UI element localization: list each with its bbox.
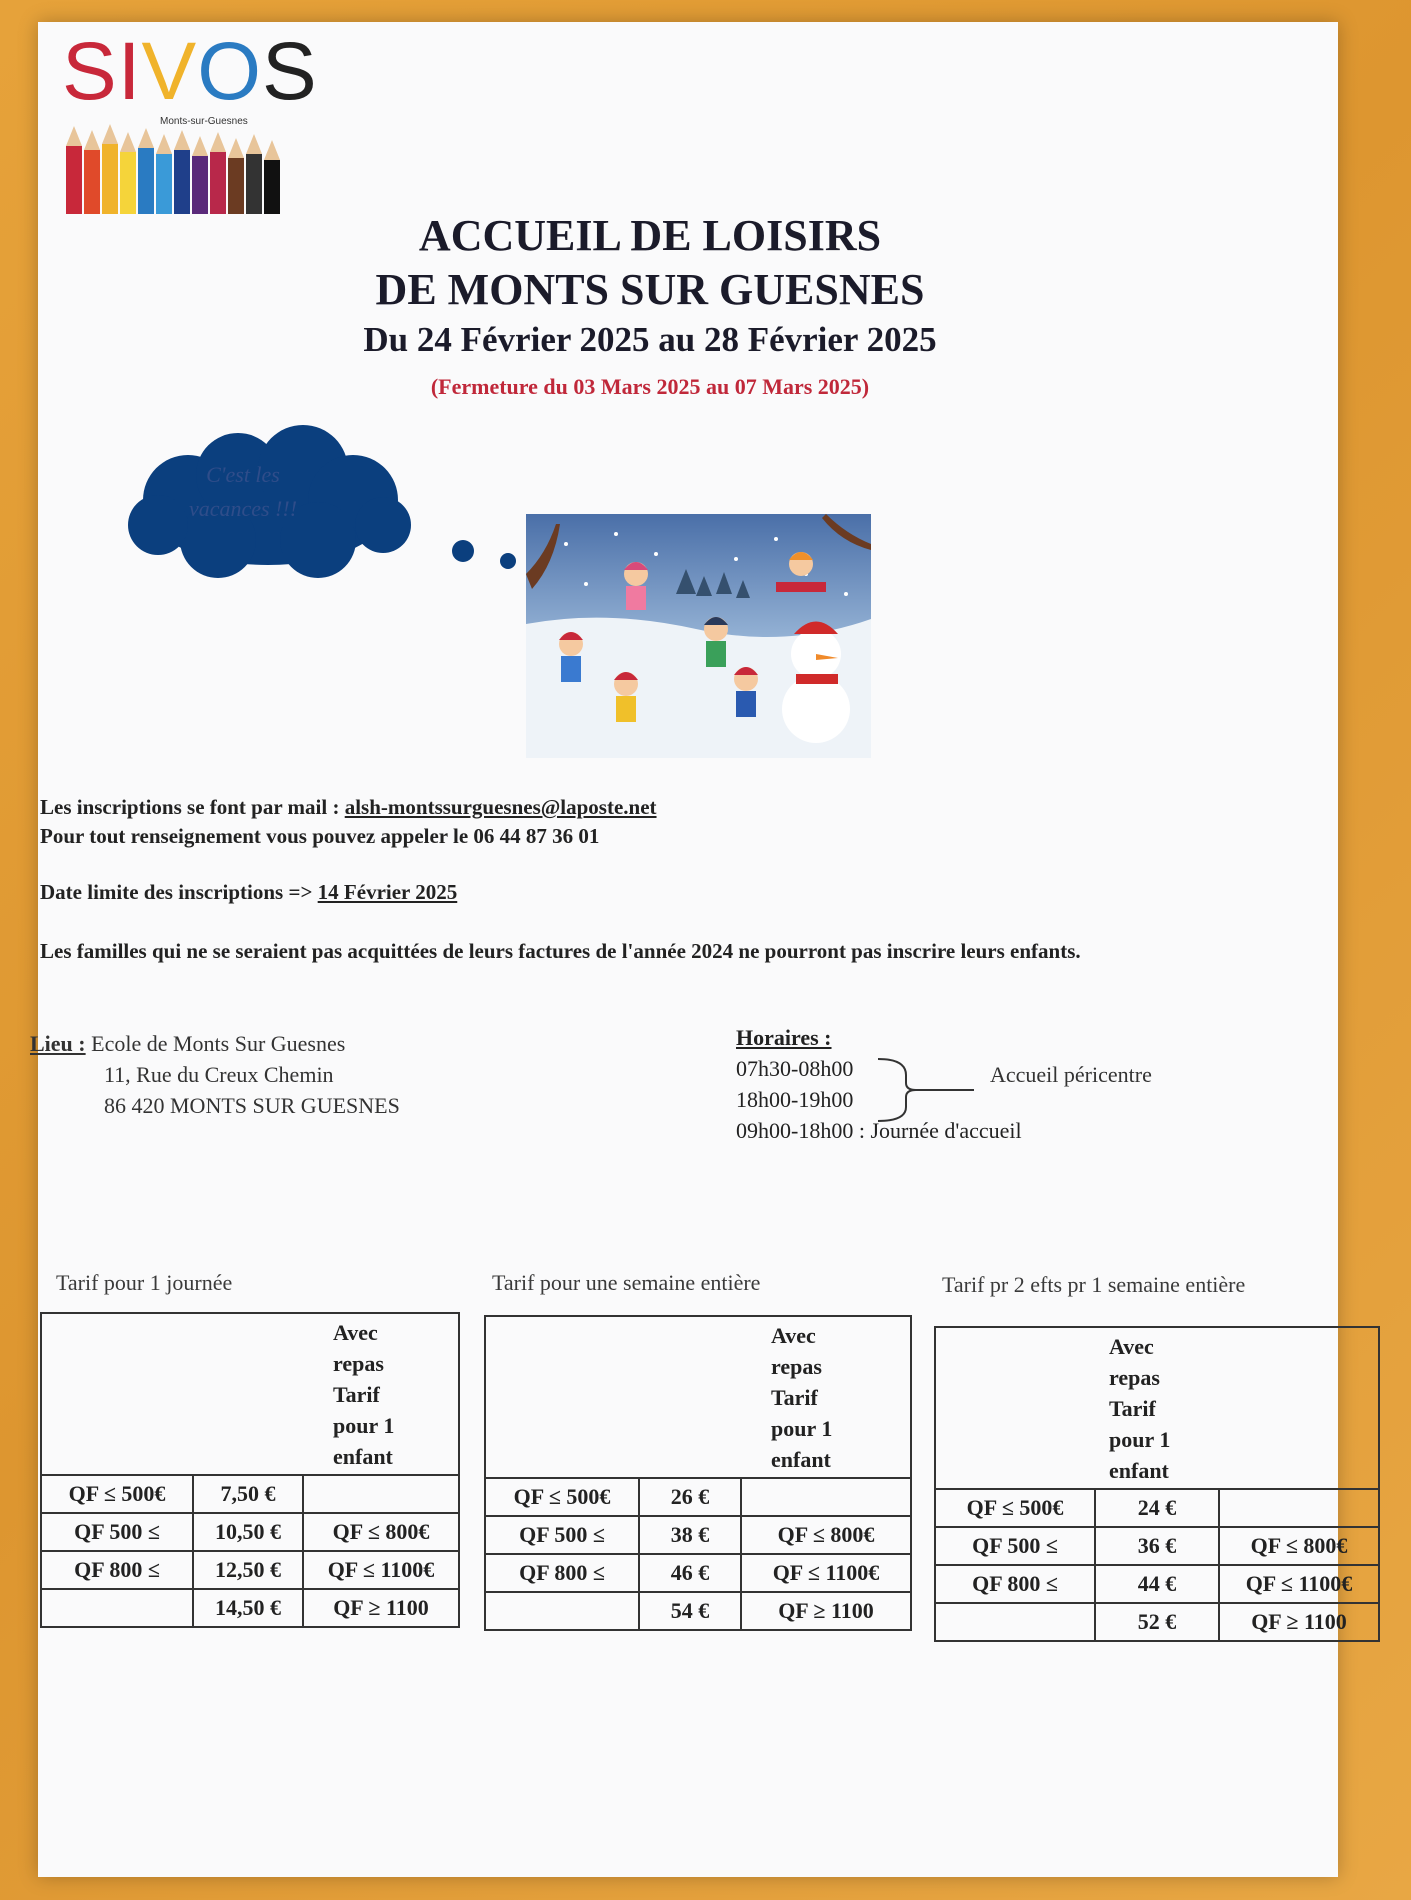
table-header-line: pour 1 bbox=[1109, 1426, 1171, 1452]
pricing-table-week bbox=[484, 1315, 912, 1631]
table-row bbox=[935, 1527, 1379, 1565]
pericentre-label: Accueil péricentre bbox=[990, 1062, 1152, 1087]
table-cell bbox=[303, 1475, 459, 1513]
table-cell: 44 € bbox=[1095, 1565, 1219, 1603]
bubble-text bbox=[168, 458, 318, 526]
table-cell: 10,50 € bbox=[193, 1513, 303, 1551]
table-cell bbox=[741, 1478, 911, 1516]
table-cell: 46 € bbox=[639, 1554, 741, 1592]
header-blank bbox=[485, 1316, 639, 1478]
logo-subtitle: Monts-sur-Guesnes bbox=[160, 116, 248, 127]
bubble-line-1: C'est les bbox=[206, 462, 280, 487]
thought-dot-2 bbox=[500, 553, 516, 569]
title-line-1: ACCUEIL DE LOISIRS bbox=[418, 211, 882, 260]
table-cell: QF ≥ 1100 bbox=[1219, 1603, 1379, 1641]
table-cell: QF 500 ≤ bbox=[41, 1513, 193, 1551]
pricing-table-day bbox=[40, 1312, 460, 1628]
header-blank bbox=[935, 1327, 1095, 1489]
table-1-caption: Tarif pour 1 journée bbox=[56, 1270, 233, 1295]
table-row bbox=[935, 1489, 1379, 1527]
table-row bbox=[485, 1516, 911, 1554]
mail-label: Les inscriptions se font par mail : bbox=[40, 795, 345, 819]
table-cell bbox=[935, 1603, 1095, 1641]
table-cell: QF ≤ 500€ bbox=[41, 1475, 193, 1513]
table-row bbox=[485, 1592, 911, 1630]
table-cell: QF 800 ≤ bbox=[485, 1554, 639, 1592]
table-row bbox=[485, 1554, 911, 1592]
table-cell: QF ≤ 1100€ bbox=[741, 1554, 911, 1592]
location-label: Lieu : bbox=[30, 1031, 86, 1056]
deadline-line bbox=[40, 880, 457, 905]
table-cell bbox=[41, 1589, 193, 1627]
table-row bbox=[41, 1513, 459, 1551]
schedule-slot-2: 18h00-19h00 bbox=[736, 1087, 854, 1112]
table-cell: 52 € bbox=[1095, 1603, 1219, 1641]
table-row bbox=[41, 1589, 459, 1627]
table-row bbox=[41, 1475, 459, 1513]
pricing-table-two-children bbox=[934, 1326, 1380, 1642]
table-cell: QF ≤ 800€ bbox=[1219, 1527, 1379, 1565]
table-3-caption: Tarif pr 2 efts pr 1 semaine entière bbox=[942, 1272, 1246, 1297]
table-header-line: pour 1 bbox=[333, 1412, 395, 1438]
table-header-line: Avec bbox=[333, 1319, 378, 1345]
table-header-line: repas bbox=[333, 1350, 384, 1376]
location-line-1: Ecole de Monts Sur Guesnes bbox=[85, 1031, 346, 1056]
table-cell: QF ≥ 1100 bbox=[303, 1589, 459, 1627]
table-header-line: pour 1 bbox=[771, 1415, 833, 1441]
invoice-notice: Les familles qui ne se seraient pas acquittées de leurs factures de l'année 2024 ne pourront pas inscrire leurs enfants. bbox=[40, 939, 1081, 963]
brace-icon bbox=[876, 1055, 976, 1125]
schedule-label: Horaires : bbox=[736, 1025, 832, 1050]
table-row bbox=[935, 1565, 1379, 1603]
bubble-line-2: vacances !!! bbox=[188, 496, 298, 521]
header-blank bbox=[41, 1313, 193, 1475]
table-header-line: enfant bbox=[1109, 1457, 1169, 1483]
table-header-line: Avec bbox=[771, 1322, 816, 1348]
email-link[interactable]: alsh-montssurguesnes@laposte.net bbox=[344, 795, 657, 819]
table-cell: QF ≤ 800€ bbox=[741, 1516, 911, 1554]
deadline-date: 14 Février 2025 bbox=[317, 880, 458, 904]
table-header-line: Tarif bbox=[771, 1384, 818, 1410]
table-header-line: Avec bbox=[1109, 1333, 1154, 1359]
table-cell: 54 € bbox=[639, 1592, 741, 1630]
table-cell: 7,50 € bbox=[193, 1475, 303, 1513]
table-header-line: enfant bbox=[333, 1443, 393, 1469]
location-block bbox=[30, 1028, 400, 1121]
table-row bbox=[485, 1478, 911, 1516]
table-header-line: Tarif bbox=[333, 1381, 380, 1407]
table-row bbox=[935, 1603, 1379, 1641]
title-line-2: DE MONTS SUR GUESNES bbox=[375, 265, 925, 314]
table-row bbox=[41, 1551, 459, 1589]
thought-dot-1 bbox=[452, 540, 474, 562]
table-cell: QF ≤ 500€ bbox=[485, 1478, 639, 1516]
table-cell: QF ≤ 800€ bbox=[303, 1513, 459, 1551]
deadline-label: Date limite des inscriptions => bbox=[40, 880, 318, 904]
title-dates: Du 24 Février 2025 au 28 Février 2025 bbox=[363, 320, 937, 359]
table-header-line: repas bbox=[1109, 1364, 1160, 1390]
table-header-line: repas bbox=[771, 1353, 822, 1379]
colored-pencils-icon bbox=[62, 124, 292, 216]
title-closure: (Fermeture du 03 Mars 2025 au 07 Mars 2025) bbox=[430, 374, 870, 399]
logo-wordmark: SIVOS bbox=[62, 26, 318, 117]
winter-children-illustration bbox=[526, 514, 871, 758]
phone-line: Pour tout renseignement vous pouvez appeler le 06 44 87 36 01 bbox=[40, 824, 600, 848]
table-cell: 14,50 € bbox=[193, 1589, 303, 1627]
table-2-caption: Tarif pour une semaine entière bbox=[492, 1270, 761, 1295]
table-cell: QF 500 ≤ bbox=[485, 1516, 639, 1554]
location-line-3: 86 420 MONTS SUR GUESNES bbox=[104, 1093, 400, 1118]
table-cell: QF 500 ≤ bbox=[935, 1527, 1095, 1565]
table-cell bbox=[1219, 1489, 1379, 1527]
mail-line bbox=[40, 795, 657, 820]
table-cell bbox=[485, 1592, 639, 1630]
location-line-2: 11, Rue du Creux Chemin bbox=[104, 1062, 334, 1087]
table-cell: 24 € bbox=[1095, 1489, 1219, 1527]
table-cell: QF ≥ 1100 bbox=[741, 1592, 911, 1630]
table-header bbox=[639, 1316, 911, 1478]
schedule-slot-3: 09h00-18h00 : Journée d'accueil bbox=[736, 1118, 1022, 1143]
schedule-slot-1: 07h30-08h00 bbox=[736, 1056, 854, 1081]
table-cell: QF 800 ≤ bbox=[41, 1551, 193, 1589]
table-header-line: Tarif bbox=[1109, 1395, 1156, 1421]
table-cell: QF 800 ≤ bbox=[935, 1565, 1095, 1603]
table-cell: 12,50 € bbox=[193, 1551, 303, 1589]
sivos-logo bbox=[62, 26, 322, 222]
table-header-line: enfant bbox=[771, 1446, 831, 1472]
table-cell: QF ≤ 1100€ bbox=[1219, 1565, 1379, 1603]
table-cell: 38 € bbox=[639, 1516, 741, 1554]
table-cell: QF ≤ 500€ bbox=[935, 1489, 1095, 1527]
table-cell: 26 € bbox=[639, 1478, 741, 1516]
table-cell: QF ≤ 1100€ bbox=[303, 1551, 459, 1589]
table-header bbox=[1095, 1327, 1379, 1489]
table-cell: 36 € bbox=[1095, 1527, 1219, 1565]
table-header bbox=[193, 1313, 459, 1475]
